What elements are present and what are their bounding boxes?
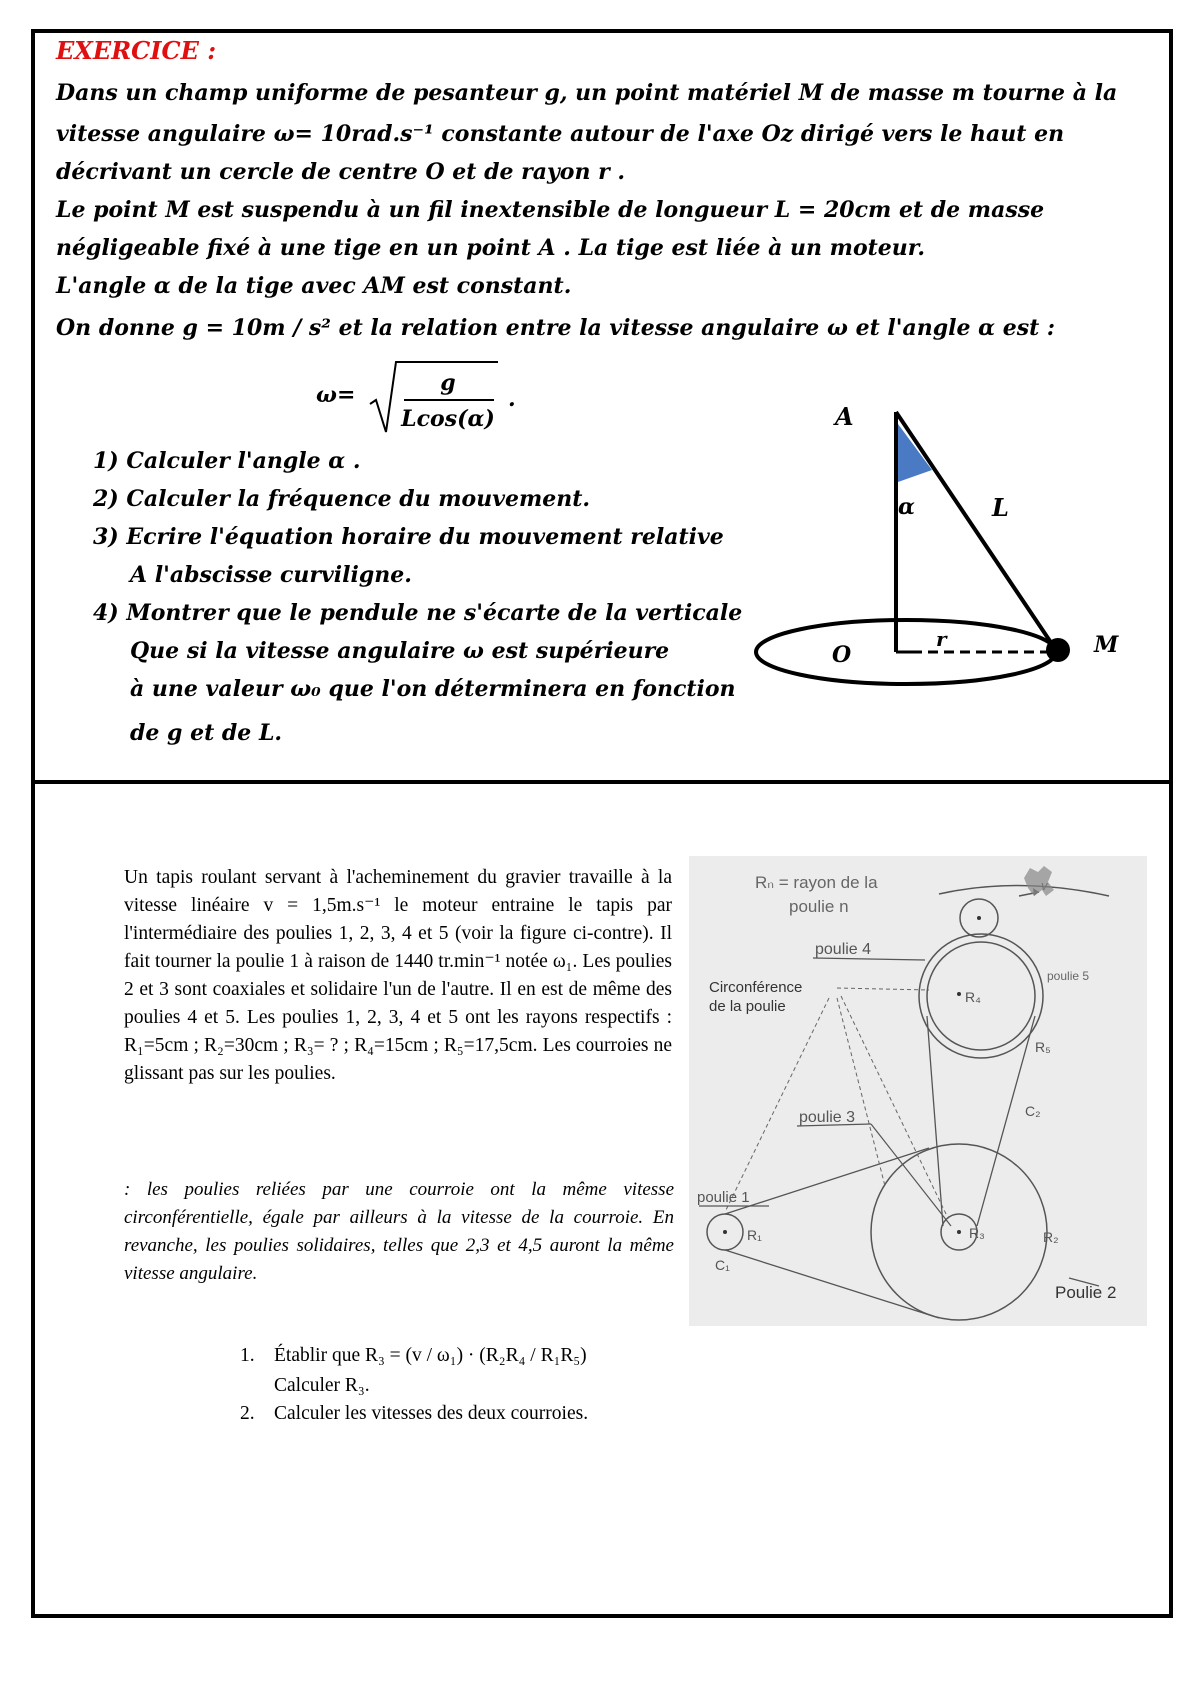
label-R2: R₂: [1043, 1229, 1059, 1245]
mass-point-M: [1046, 638, 1070, 662]
exercise2-question-2: 2. Calculer les vitesses des deux courroies.: [240, 1403, 589, 1424]
statement-line-1: Dans un champ uniforme de pesanteur g, un point matériel M de masse m tourne à la: [56, 80, 1118, 106]
exercise-title: EXERCICE :: [56, 36, 217, 65]
pulley-figure: [689, 856, 1147, 1326]
figure-background: [689, 856, 1147, 1326]
label-L: L: [992, 493, 1009, 522]
label-poulie1: poulie 1: [697, 1189, 750, 1206]
formula-lhs: ω=: [316, 382, 356, 408]
exercise2-question-1b: Calculer R₃.: [274, 1375, 370, 1396]
pulley-1-center: [723, 1230, 727, 1234]
label-circonference: Circonférence: [709, 979, 803, 996]
conical-pendulum-diagram: [720, 390, 1120, 690]
statement-line-2: vitesse angulaire ω= 10rad.s⁻¹ constante autour de l'axe Oz dirigé vers le haut en: [56, 121, 1065, 147]
label-de-la-poulie: de la poulie: [709, 998, 786, 1015]
label-R3: R₃: [969, 1225, 985, 1241]
omega-formula: [312, 350, 542, 446]
statement-line-6: L'angle α de la tige avec AM est constant.: [56, 273, 572, 299]
statement-line-5: négligeable fixé à une tige en un point A . La tige est liée à un moteur.: [56, 235, 925, 261]
label-R1: R₁: [747, 1227, 762, 1243]
label-r: r: [936, 627, 947, 651]
formula-denominator: Lcos(α): [401, 406, 495, 432]
question-2: 2) Calculer la fréquence du mouvement.: [93, 486, 591, 512]
statement-line-7: On donne g = 10m / s² et la relation entre la vitesse angulaire ω et l'angle α est :: [56, 315, 1056, 341]
label-poulie5: poulie 5: [1047, 969, 1090, 983]
top-roller-center: [977, 916, 981, 920]
pulley-4-center: [957, 992, 961, 996]
label-poulie3: poulie 3: [799, 1109, 856, 1126]
question-4: 4) Montrer que le pendule ne s'écarte de la verticale: [93, 600, 743, 626]
exercise2-paragraph: Un tapis roulant servant à l'acheminement du gravier travaille à la vitesse linéaire v = 1,5m.s⁻¹ le moteur entraine le tapis par l'intermédiaire des poulies 1, 2, 3, 4 et 5 (voir la figure ci-contre). Il fait tourner la poulie 1 à raison de 1440 tr.min⁻¹ notée ω₁. Les poulies 2 et 3 sont coaxiales et solidaire l'un de l'autre. Il en est de même des poulies 4 et 5. Les poulies 1, 2, 3, 4 et 5 ont les rayons respectifs : R₁=5cm ; R₂=30cm ; R₃= ? ; R₄=15cm ; R₅=17,5cm. Les courroies ne glissant pas sur les poulies.: [124, 867, 672, 1084]
label-R4: R₄: [965, 989, 981, 1005]
statement-line-4: Le point M est suspendu à un fil inextensible de longueur L = 20cm et de masse: [56, 197, 1045, 223]
formula-end: .: [508, 386, 516, 412]
exercise2-question-1: 1. Établir que R₃ = (v / ω₁) · (R₂R₄ / R₁R₅): [240, 1345, 587, 1366]
question-4-cont-2: à une valeur ω₀ que l'on déterminera en fonction: [130, 676, 736, 702]
question-1: 1) Calculer l'angle α .: [93, 448, 361, 474]
label-O: O: [832, 642, 852, 668]
question-4-cont-3: de g et de L.: [130, 720, 283, 746]
label-R5: R₅: [1035, 1039, 1051, 1055]
angle-alpha-marker: [898, 424, 932, 482]
label-C1: C₁: [715, 1257, 730, 1273]
exercise2-questions: [240, 1342, 588, 1428]
question-3-cont: A l'abscisse curviligne.: [130, 562, 412, 588]
label-M: M: [1094, 632, 1119, 658]
statement-line-3: décrivant un cercle de centre O et de rayon r .: [56, 159, 626, 185]
label-alpha: α: [898, 494, 915, 520]
formula-numerator: g: [440, 370, 456, 396]
pulley-3-center: [957, 1230, 961, 1234]
question-3: 3) Ecrire l'équation horaire du mouvement relative: [93, 524, 724, 550]
question-4-cont-1: Que si la vitesse angulaire ω est supérieure: [130, 638, 670, 664]
legend-line-2: poulie n: [789, 897, 849, 916]
label-poulie2: Poulie 2: [1055, 1283, 1117, 1302]
label-C2: C₂: [1025, 1103, 1041, 1119]
exercise2-note: : les poulies reliées par une courroie ont la même vitesse circonférentielle, égale par ailleurs à la vitesse de la courroie. En revanche, les poulies solidaires, telles que 2,3 et 4,5 auront la même vitesse angulaire.: [124, 1179, 674, 1284]
legend-line-1: Rₙ = rayon de la: [755, 873, 878, 892]
wire-AM: [896, 412, 1056, 650]
label-A: A: [835, 402, 854, 431]
label-poulie4: poulie 4: [815, 941, 872, 958]
